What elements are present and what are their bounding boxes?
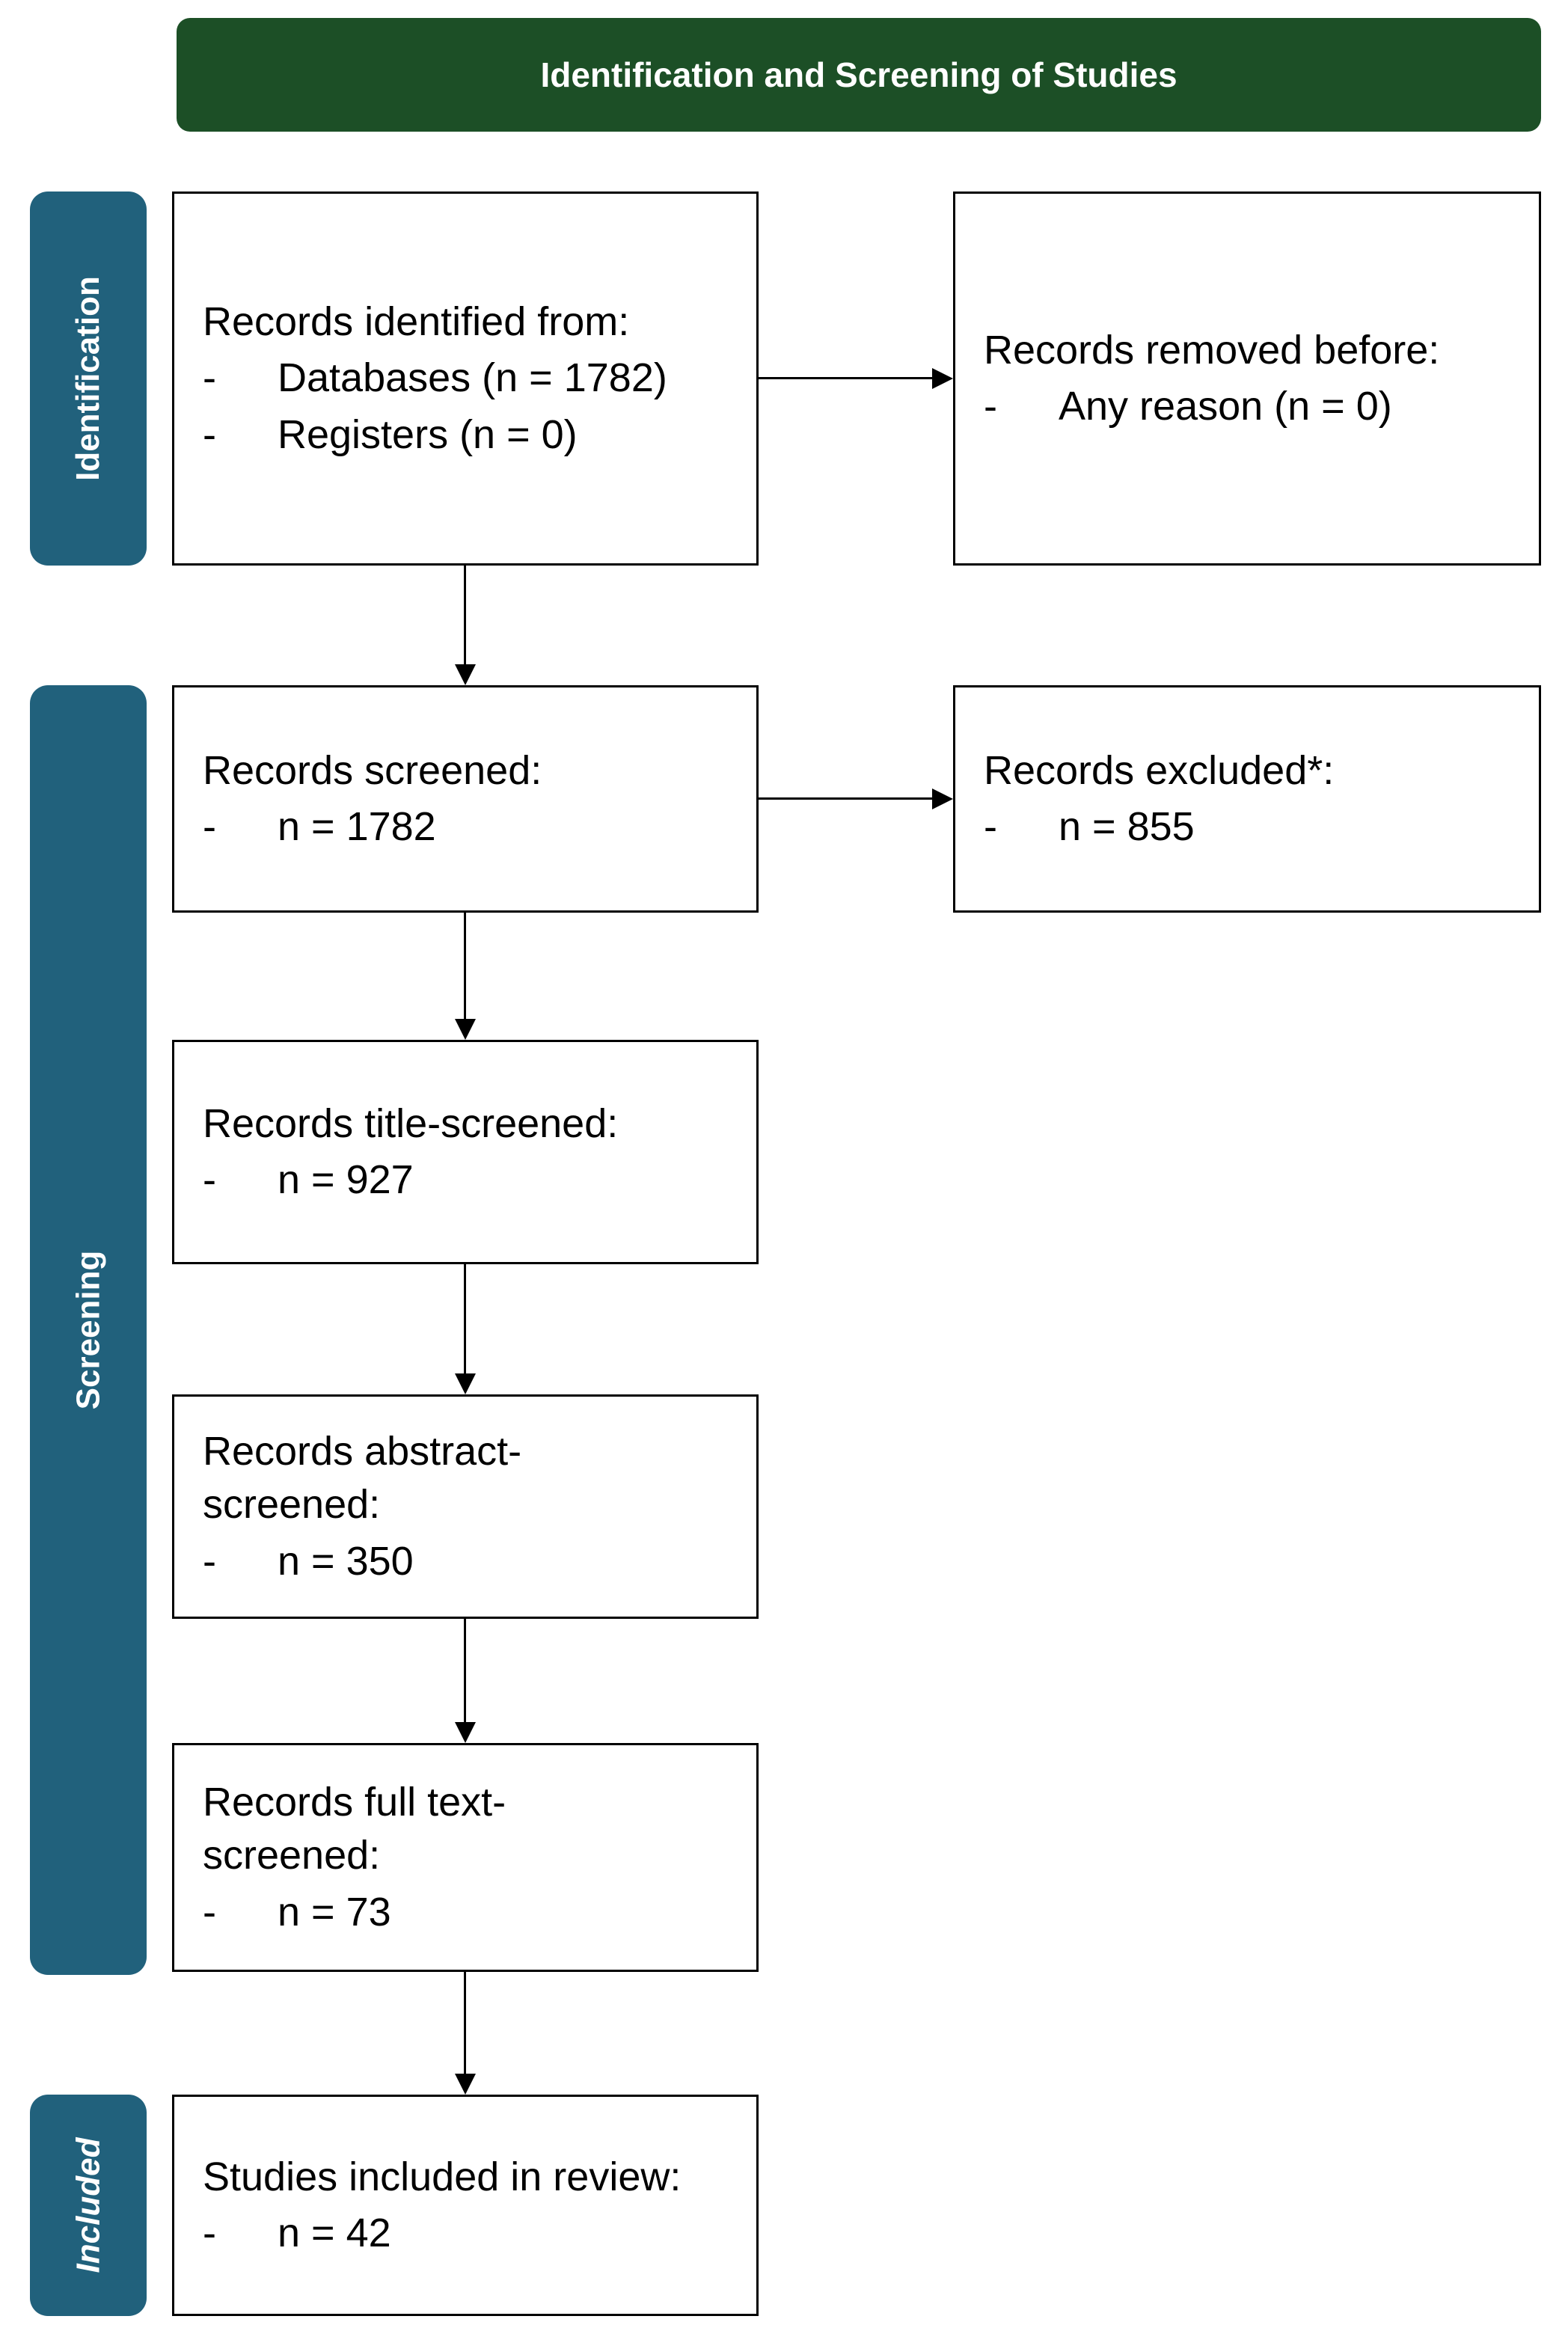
item-text: n = 927 — [278, 1157, 414, 1202]
box-records-fulltext-screened-title: Records full text-screened: — [203, 1780, 506, 1878]
item-text: n = 855 — [1059, 804, 1195, 849]
stage-screening-label: Screening — [70, 1250, 106, 1410]
stage-identification-label: Identification — [70, 276, 106, 481]
stage-included-label: Included — [70, 2137, 106, 2273]
box-records-removed-title: Records removed before: — [984, 327, 1440, 373]
item-text: n = 1782 — [278, 804, 436, 849]
box-records-title-screened — [172, 1040, 759, 1264]
bullet-dash: - — [203, 1157, 216, 1202]
bullet-dash: - — [203, 411, 216, 457]
list-item — [203, 2207, 738, 2260]
bullet-dash: - — [984, 804, 997, 849]
list-item — [203, 1154, 738, 1207]
box-studies-included-title: Studies included in review: — [203, 2154, 682, 2199]
list-item — [203, 1886, 738, 1939]
item-text: Registers (n = 0) — [278, 411, 578, 457]
box-records-identified — [172, 192, 759, 566]
bullet-dash: - — [203, 355, 216, 401]
box-records-screened-title: Records screened: — [203, 747, 542, 793]
box-records-abstract-screened — [172, 1394, 759, 1619]
stage-screening — [30, 685, 147, 1975]
box-records-abstract-screened-title: Records abstract-screened: — [203, 1429, 522, 1528]
list-item — [203, 352, 738, 405]
item-text: n = 42 — [278, 2211, 391, 2255]
item-text: n = 350 — [278, 1538, 414, 1584]
box-records-excluded — [953, 685, 1541, 913]
diagram-title: Identification and Screening of Studies — [540, 55, 1177, 94]
stage-included — [30, 2095, 147, 2316]
item-text: Any reason (n = 0) — [1059, 384, 1392, 429]
list-item — [203, 1535, 738, 1588]
item-text: Databases (n = 1782) — [278, 355, 667, 401]
bullet-dash: - — [203, 804, 216, 849]
box-records-screened — [172, 685, 759, 913]
list-item — [984, 380, 1521, 433]
box-records-title-screened-title: Records title-screened: — [203, 1100, 619, 1146]
diagram-header — [177, 18, 1541, 132]
item-text: n = 73 — [278, 1889, 391, 1935]
box-records-removed — [953, 192, 1541, 566]
box-records-excluded-title: Records excluded*: — [984, 747, 1335, 793]
bullet-dash: - — [203, 1889, 216, 1935]
bullet-dash: - — [203, 2211, 216, 2255]
list-item — [203, 408, 738, 462]
stage-identification — [30, 192, 147, 566]
box-records-identified-title: Records identified from: — [203, 299, 630, 345]
bullet-dash: - — [984, 384, 997, 429]
box-studies-included — [172, 2095, 759, 2316]
list-item — [203, 800, 738, 854]
box-records-fulltext-screened — [172, 1743, 759, 1972]
bullet-dash: - — [203, 1538, 216, 1584]
list-item — [984, 800, 1521, 854]
